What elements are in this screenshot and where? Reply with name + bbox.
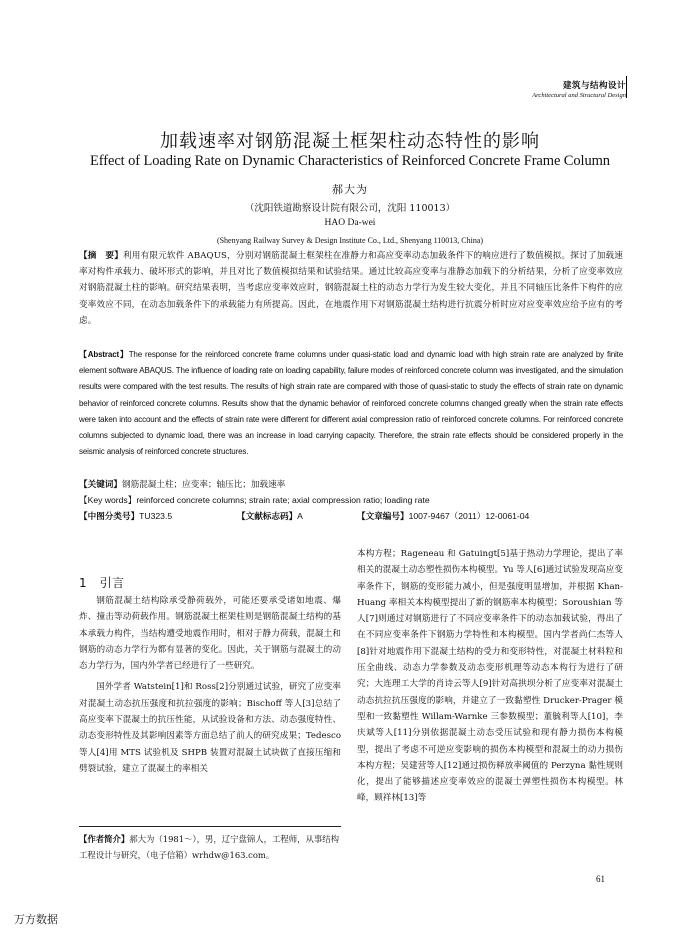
abstract-en (79, 347, 623, 460)
keywords-en (79, 492, 623, 508)
footnote-label: 【作者简介】 (79, 834, 130, 844)
document-code (237, 508, 303, 525)
classification-row (79, 508, 623, 524)
paper-title-cn: 加载速率对钢筋混凝土框架柱动态特性的影响 (160, 131, 540, 152)
watermark: 万方数据 (14, 913, 58, 926)
keywords-cn-label: 【关键词】 (79, 480, 122, 490)
keywords-en-text: reinforced concrete columns; strain rate; axial compression ratio; loading rate (136, 495, 430, 505)
footnote-rule (79, 826, 341, 827)
clc-code (79, 508, 172, 525)
affiliation-en: (Shenyang Railway Survey & Design Institute Co., Ltd., Shenyang 110013, China) (216, 236, 484, 245)
keywords-en-label: 【Key words】 (79, 495, 137, 505)
doc-label: 【文献标志码】 (237, 512, 298, 522)
author-name-cn: 郝大为 (332, 183, 368, 196)
clc-value: TU323.5 (139, 511, 173, 521)
doc-value: A (297, 511, 303, 521)
affiliation-cn: （沈阳铁道勘察设计院有限公司，沈阳 110013） (244, 203, 456, 214)
clc-label: 【中图分类号】 (79, 512, 140, 522)
abstract-en-text: The response for the reinforced concrete frame columns under quasi-static load and dynamic load with high strain rate are analyzed by finite element software ABAQUS. The influence of loading rate on loading capability, failure modes of reinforced concrete column was investigated, and the simulation results were compared with the test results. The results of high strain rate are compared with those of quasi-static to study the effects of strain rate on dynamic behavior of reinforced concrete columns. Results show that the dynamic behavior of reinforced concrete columns changed greatly when the strain rate effects were taken into account and the effects of strain rate were different for different axial compression ratio of reinforced concrete columns. For reinforced concrete columns subjected to dynamic load, there was an increase in load carrying capacity. Therefore, the strain rate effects should be considered properly in the seismic analysis of reinforced concrete structures. (79, 350, 623, 457)
section-heading: 1 引言 (79, 576, 125, 590)
abstract-cn (79, 248, 623, 329)
abstract-cn-text: 利用有限元软件 ABAQUS，分别对钢筋混凝土框架柱在准静力和高应变率动态加载条件下的响应进行了数值模拟。探讨了加载速率对构件承载力、破坏形式的影响，并且对比了数值模拟结果和试验结果。通过比较高应变率与准静态加载下的分析结果，分析了应变率效应对钢筋混凝土柱的影响。研究结果表明，当考虑应变率效应时，钢筋混凝土柱的动态力学行为发生较大变化，并且不同轴压比条件下构件的应变率效应不同，在动态加载条件下的承载能力有所提高。因此，在地震作用下对钢筋混凝土结构进行抗震分析时应对应变率效应给予应有的考虑。 (79, 251, 623, 326)
art-value: 1007-9467（2011）12-0061-04 (408, 511, 530, 521)
intro-paragraph-2: 国外学者 Watstein[1]和 Ross[2]分别通过试验，研究了应变率对混凝土动态抗压强度和抗拉强度的影响；Bischoff 等人[3]总结了高应变率下混凝土的抗压性能，从试验设备和方法、动态强度特性、动态变形特性及其影响因素等方面总结了前人的研究成果；Tedesco 等人[4]用 MTS 试验机及 SHPB 装置对混凝土试块做了直接压缩和劈裂试验，建立了混凝土的率相关 (79, 682, 341, 774)
page-number: 61 (596, 874, 605, 884)
paper-title-en: Effect of Loading Rate on Dynamic Characteristics of Reinforced Concrete Frame Column (90, 153, 610, 169)
intro-paragraph-continued: 本构方程；Rageneau 和 Gatuingt[5]基于热动力学理论，提出了率相关的混凝土动态塑性损伤本构模型。Yu 等人[6]通过试验发现高应变率条件下，钢筋的变形能力减小，但是强度明显增加，并根据 Khan-Huang 率相关本构模型提出了新的钢筋率本构模型；Soroushian 等人[7]则通过对钢筋进行了不同应变率条件下的动态加载试验，得出了在不同应变率条件下钢筋力学特性和本构模型。国内学者尚仁杰等人[8]针对地震作用下混凝土结构的受力和变形特性，对混凝土材料粒和压全曲线、动态力学参数及动态变形机理等动态本构行为进行了研究；大连理工大学的肖诗云等人[9]针对高拱坝分析了应变率对混凝土动态抗拉抗压强度的影响，并建立了一致黏塑性 Drucker-Prager 模型和一致黏塑性 Willam-Warnke 三参数模型；董毓利等人[10]，李庆斌等人[11]分别依据混凝土动态受压试验和现有静力损伤本构模型，提出了考虑不可逆应变影响的损伤本构模型和混凝土的动力损伤本构方程；吴建营等人[12]通过损伤释放率阈值的 Perzyna 黏性规则化，提出了能够描述应变率效应的混凝土弹塑性损伤本构模型。林峰，顾祥林[13]等 (357, 549, 623, 804)
footnote-text: 郝大为（1981～），男，辽宁盘锦人，工程师，从事结构工程设计与研究，（电子信箱）wrhdw@163.com。 (79, 834, 339, 860)
author-name-en: HAO Da-wei (324, 218, 376, 228)
running-head (532, 79, 626, 99)
keywords-cn (79, 477, 623, 493)
article-number (357, 508, 529, 525)
body-column-right (357, 546, 623, 807)
journal-name-cn: 建筑与结构设计 (562, 81, 626, 91)
abstract-en-label: 【Abstract】 (79, 350, 129, 359)
art-label: 【文章编号】 (357, 512, 409, 522)
intro-paragraph-1: 钢筋混凝土结构除承受静荷载外，可能还要承受诸如地震、爆炸、撞击等动荷载作用。钢筋混凝土框架柱则是钢筋混凝土结构的基本承载力构件，当结构遭受地震作用时，相对于静力荷载，混凝土和钢筋的动态力学行为都有显著的变化。因此，关于钢筋与混凝土的动态力学行为，国内外学者已经进行了一些研究。 (79, 596, 341, 672)
body-column-left (79, 593, 341, 777)
journal-name-en: Architectural and Structural Design (532, 92, 626, 99)
author-footnote (79, 831, 341, 863)
abstract-cn-label: 【摘 要】 (79, 251, 123, 261)
keywords-cn-text: 钢筋混凝土柱；应变率；轴压比；加载速率 (121, 480, 286, 490)
